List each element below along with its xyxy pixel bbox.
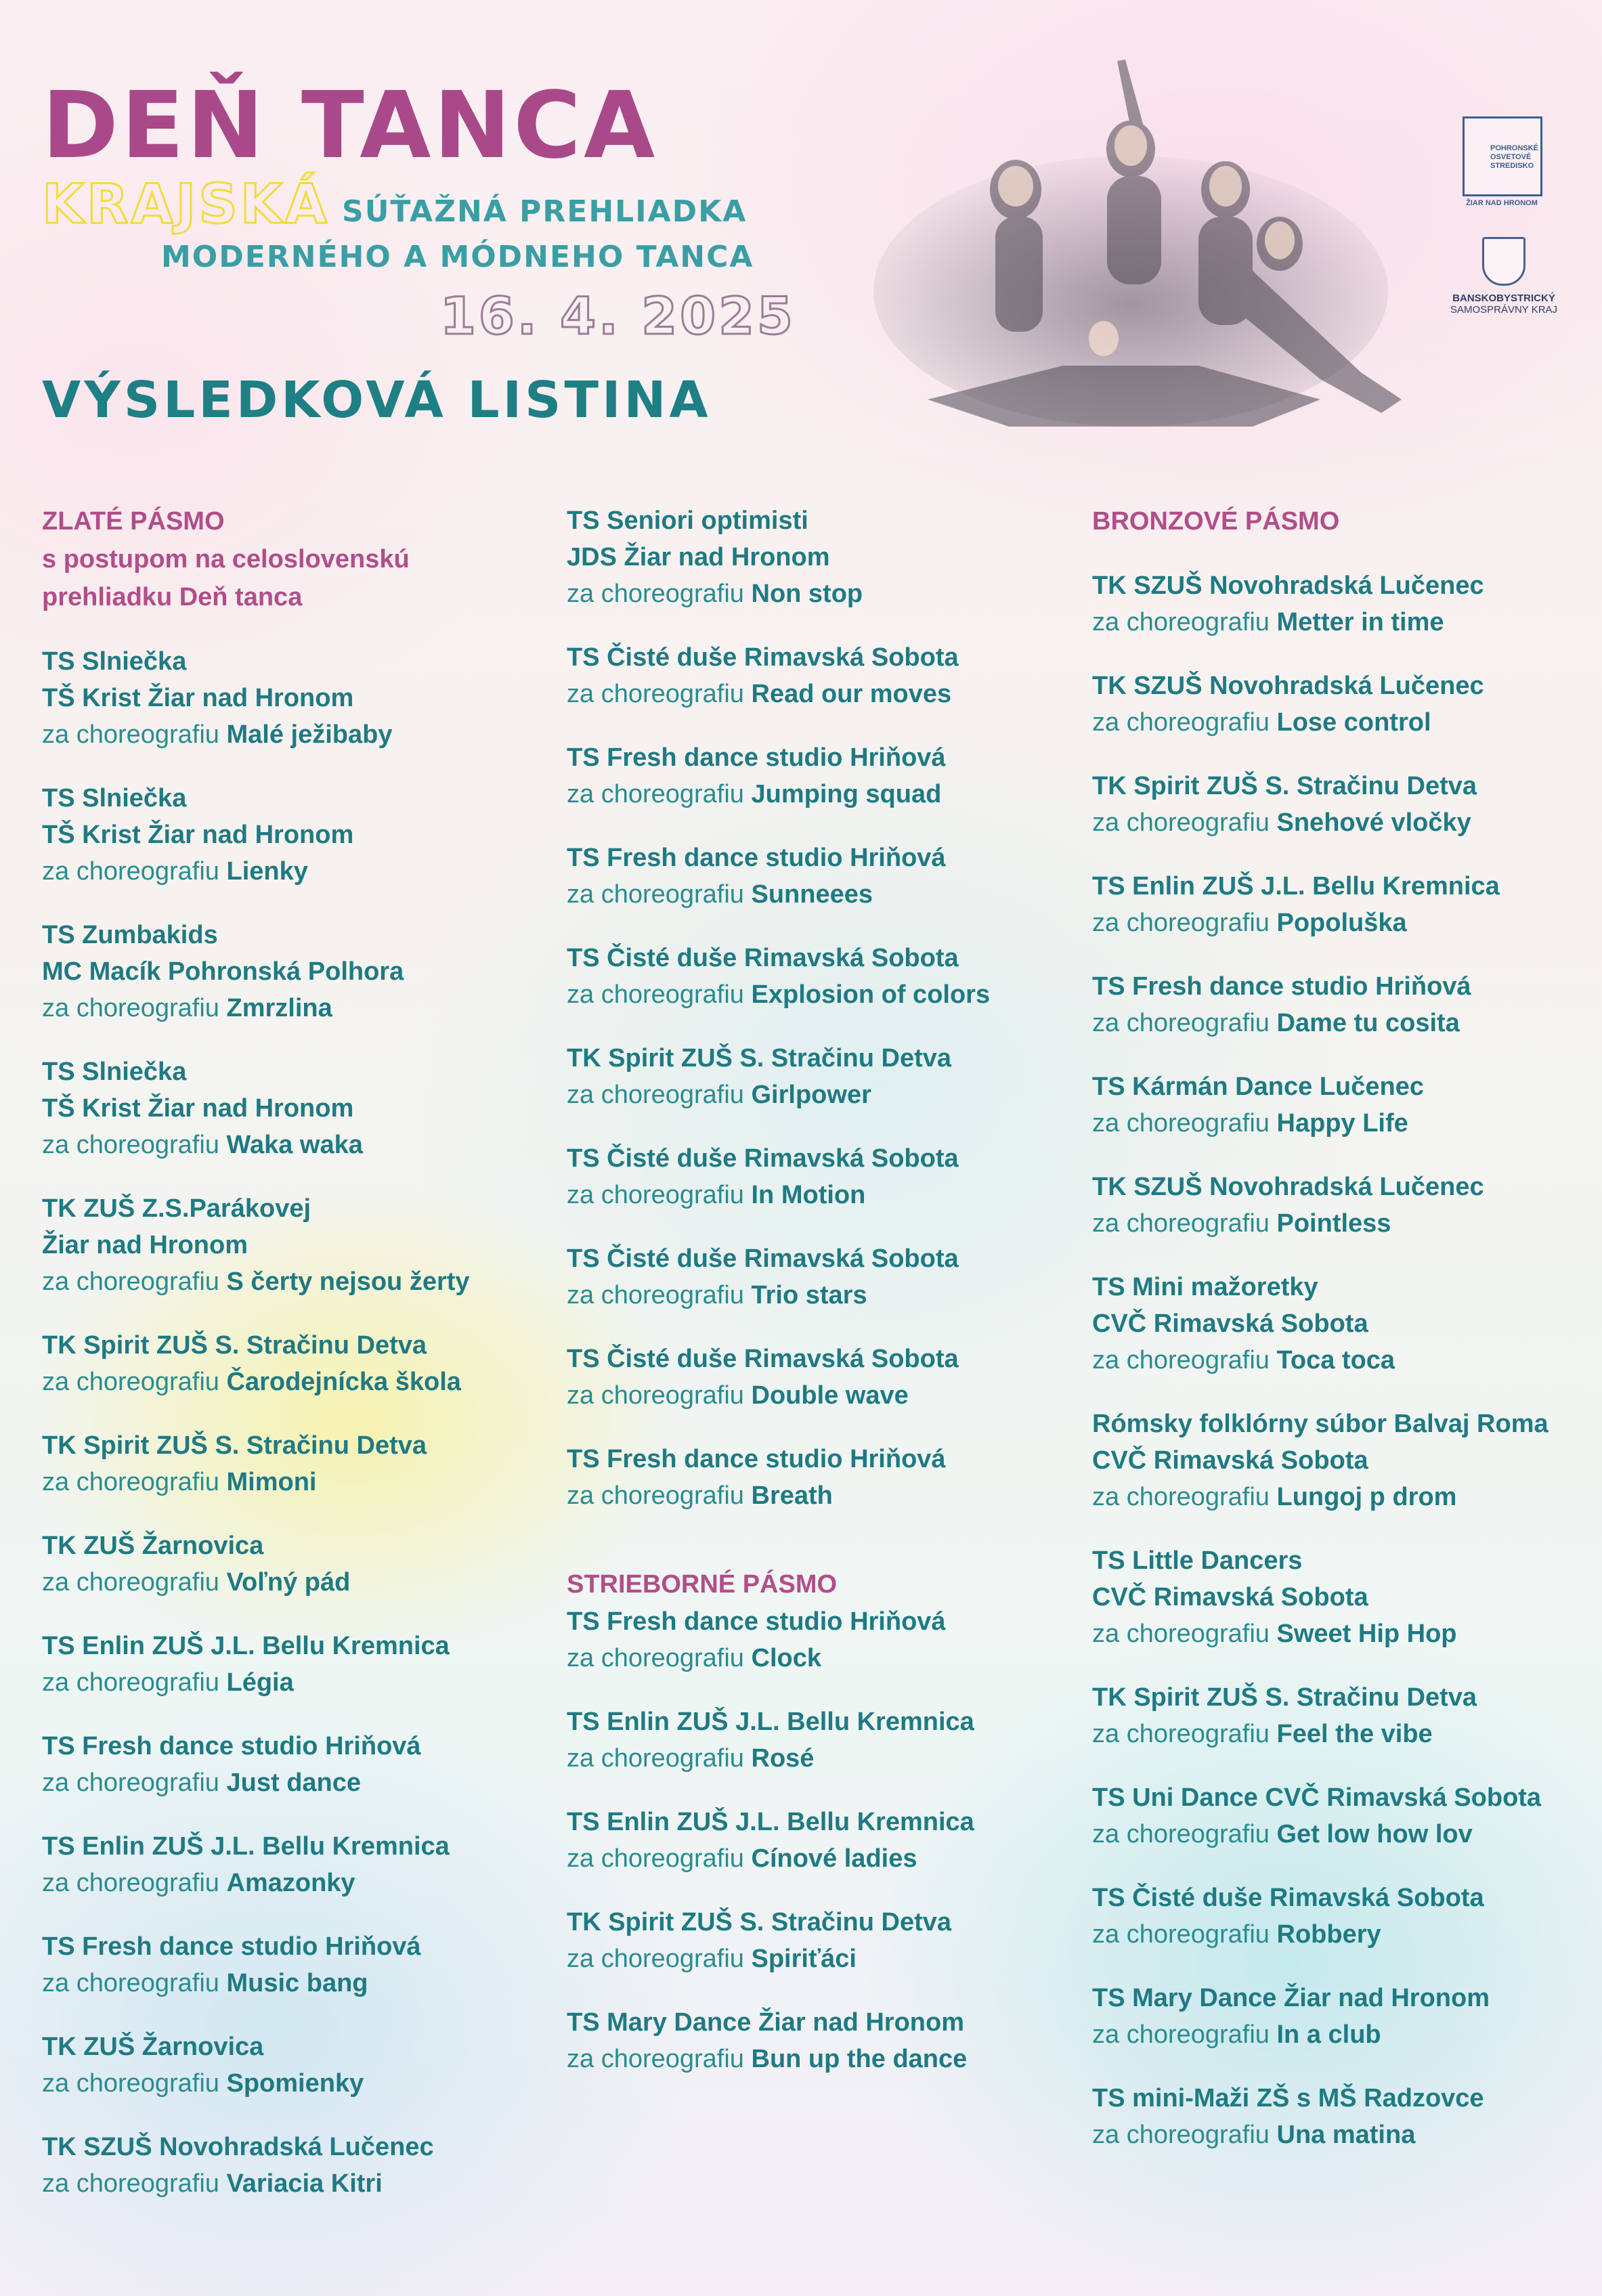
team-name: TS Enlin ZUŠ J.L. Bellu Kremnica (42, 1632, 450, 1660)
result-entry (42, 643, 543, 753)
choreography-title: Légia (226, 1668, 294, 1697)
choreography-line (42, 1965, 543, 2001)
results-column-2 (567, 502, 1068, 2077)
event-subtitle-1: SÚŤAŽNÁ PREHLIADKA (342, 194, 748, 229)
result-entry (42, 1628, 543, 1701)
result-entry (1092, 1169, 1593, 1242)
result-entry (567, 1441, 1068, 1514)
result-entry (42, 1054, 543, 1163)
choreography-line (1092, 1816, 1593, 1853)
choreography-prefix: za choreografiu (42, 1869, 219, 1897)
choreography-prefix: za choreografiu (1092, 1109, 1270, 1138)
choreography-prefix: za choreografiu (567, 1844, 744, 1873)
choreography-title: Music bang (226, 1969, 368, 1997)
result-entry (567, 940, 1068, 1013)
team-name: TS Enlin ZUŠ J.L. Bellu Kremnica (42, 1832, 450, 1861)
choreography-prefix: za choreografiu (567, 880, 744, 909)
team-name: TS Fresh dance studio Hriňová (42, 1932, 421, 1961)
team-name: TS Kármán Dance Lučenec (1092, 1073, 1424, 1101)
choreography-title: Trio stars (751, 1281, 867, 1309)
pos-logo-text: POHRONSKÉ OSVETOVÉ STREDISKO (1490, 144, 1538, 170)
choreography-title: Breath (751, 1481, 833, 1510)
choreography-prefix: za choreografiu (1092, 1720, 1270, 1748)
result-entry (1092, 1980, 1593, 2053)
choreography-title: Metter in time (1276, 608, 1444, 636)
team-name: TS Enlin ZUŠ J.L. Bellu Kremnica (1092, 872, 1500, 901)
team-name: TS Čisté duše Rimavská Sobota (567, 944, 959, 972)
choreography-line (1092, 1005, 1593, 1041)
team-name: Rómsky folklórny súbor Balvaj Roma (1092, 1410, 1549, 1438)
choreography-prefix: za choreografiu (1092, 909, 1270, 937)
team-name: TK SZUŠ Novohradská Lučenec (42, 2133, 434, 2161)
team-organization: JDS Žiar nad Hronom (567, 543, 830, 571)
choreography-line (1092, 1105, 1593, 1142)
bbsk-logo-line1: BANSKOBYSTRICKÝ (1452, 293, 1555, 304)
bbsk-logo-line2: SAMOSPRÁVNY KRAJ (1450, 304, 1558, 316)
choreography-prefix: za choreografiu (567, 2045, 744, 2073)
choreography-title: Popoluška (1276, 909, 1407, 937)
choreography-line (42, 1263, 543, 1300)
choreography-line (42, 1127, 543, 1163)
team-name: TK Spirit ZUŠ S. Stračinu Detva (1092, 772, 1477, 800)
choreography-prefix: za choreografiu (567, 980, 744, 1009)
result-entry (42, 1728, 543, 1801)
result-entry (1092, 1779, 1593, 1853)
choreography-prefix: za choreografiu (42, 720, 219, 749)
choreography-prefix: za choreografiu (1092, 1820, 1270, 1848)
choreography-title: Lienky (226, 857, 308, 886)
choreography-line (1092, 604, 1593, 641)
choreography-title: Toca toca (1276, 1346, 1395, 1374)
result-entry (567, 1603, 1068, 1676)
team-organization: TŠ Krist Žiar nad Hronom (42, 1094, 354, 1123)
gold-subheading-2: prehliadku Deň tanca (42, 583, 303, 611)
bbsk-crest-icon (1482, 237, 1525, 286)
team-name: TS Čisté duše Rimavská Sobota (567, 1244, 959, 1273)
choreography-title: Voľný pád (226, 1568, 351, 1597)
choreography-line (42, 1664, 543, 1701)
choreography-prefix: za choreografiu (42, 1769, 219, 1797)
choreography-prefix: za choreografiu (1092, 1346, 1270, 1374)
team-name: TS Čisté duše Rimavská Sobota (567, 643, 959, 672)
result-entry (1092, 1880, 1593, 1953)
team-name: TK ZUŠ Z.S.Parákovej (42, 1194, 311, 1223)
choreography-prefix: za choreografiu (42, 1568, 219, 1597)
choreography-title: Feel the vibe (1276, 1720, 1433, 1748)
choreography-prefix: za choreografiu (42, 1969, 219, 1997)
choreography-title: In Motion (751, 1181, 866, 1209)
choreography-title: Happy Life (1276, 1109, 1408, 1138)
choreography-prefix: za choreografiu (42, 1268, 219, 1296)
team-name: TK Spirit ZUŠ S. Stračinu Detva (1092, 1683, 1477, 1712)
result-entry (1092, 2080, 1593, 2153)
choreography-prefix: za choreografiu (567, 1181, 744, 1209)
choreography-prefix: za choreografiu (42, 1368, 219, 1396)
choreography-line (1092, 2117, 1593, 2153)
gold-heading: ZLATÉ PÁSMO (42, 507, 225, 536)
choreography-line (42, 1865, 543, 1901)
team-name: TS Zumbakids (42, 921, 218, 949)
team-name: TS Fresh dance studio Hriňová (567, 1607, 946, 1636)
choreography-title: Una matina (1276, 2121, 1416, 2149)
result-entry (567, 1140, 1068, 1213)
dancers-photo (846, 47, 1415, 447)
choreography-title: Robbery (1276, 1920, 1381, 1949)
bbsk-logo (1439, 237, 1568, 316)
choreography-prefix: za choreografiu (567, 780, 744, 808)
result-entry (42, 1190, 543, 1300)
choreography-line (567, 776, 1068, 813)
team-name: TK Spirit ZUŠ S. Stračinu Detva (42, 1331, 427, 1360)
result-entry (42, 917, 543, 1026)
choreography-prefix: za choreografiu (1092, 1483, 1270, 1511)
choreography-title: Non stop (751, 580, 863, 608)
team-name: TS Mini mažoretky (1092, 1273, 1318, 1301)
event-title: DEŇ TANCA (42, 72, 658, 179)
choreography-title: Get low how lov (1276, 1820, 1473, 1848)
result-entry (42, 2129, 543, 2202)
team-organization: TŠ Krist Žiar nad Hronom (42, 684, 354, 712)
choreography-prefix: za choreografiu (567, 1481, 744, 1510)
result-entry (567, 1904, 1068, 1977)
result-entry (1092, 668, 1593, 741)
team-name: TS mini-Maži ZŠ s MŠ Radzovce (1092, 2084, 1484, 2113)
team-name: TS Fresh dance studio Hriňová (42, 1732, 421, 1760)
choreography-line (1092, 1479, 1593, 1515)
choreography-title: Lungoj p drom (1276, 1483, 1457, 1511)
results-title: VÝSLEDKOVÁ LISTINA (42, 371, 712, 429)
choreography-line (42, 716, 543, 753)
team-name: TK SZUŠ Novohradská Lučenec (1092, 1173, 1484, 1201)
choreography-title: Amazonky (226, 1869, 355, 1897)
team-name: TS Enlin ZUŠ J.L. Bellu Kremnica (567, 1708, 974, 1736)
choreography-prefix: za choreografiu (42, 2169, 219, 2198)
choreography-line (42, 2165, 543, 2202)
result-entry (567, 1804, 1068, 1877)
team-organization: CVČ Rimavská Sobota (1092, 1446, 1368, 1475)
choreography-title: Sweet Hip Hop (1276, 1620, 1457, 1648)
choreography-prefix: za choreografiu (567, 1744, 744, 1773)
choreography-title: Bun up the dance (751, 2045, 968, 2073)
choreography-title: Dame tu cosita (1276, 1009, 1460, 1037)
choreography-line (567, 576, 1068, 612)
choreography-line (567, 1941, 1068, 1977)
choreography-title: Cínové ladies (751, 1844, 917, 1873)
team-name: TS Čisté duše Rimavská Sobota (567, 1144, 959, 1173)
choreography-line (567, 1377, 1068, 1414)
result-entry (1092, 1406, 1593, 1515)
pos-logo-caption: ŽIAR NAD HRONOM (1466, 199, 1538, 207)
result-entry (42, 1828, 543, 1901)
team-name: TS Fresh dance studio Hriňová (567, 1445, 946, 1473)
choreography-line (567, 1277, 1068, 1314)
choreography-line (42, 2065, 543, 2102)
choreography-prefix: za choreografiu (567, 1081, 744, 1109)
choreography-line (1092, 905, 1593, 941)
result-entry (1092, 968, 1593, 1041)
choreography-line (1092, 1342, 1593, 1379)
team-name: TS Mary Dance Žiar nad Hronom (1092, 1984, 1490, 2012)
choreography-prefix: za choreografiu (42, 1468, 219, 1496)
team-name: TS Čisté duše Rimavská Sobota (1092, 1884, 1484, 1912)
choreography-line (42, 1564, 543, 1601)
choreography-prefix: za choreografiu (1092, 1009, 1270, 1037)
choreography-title: Pointless (1276, 1209, 1391, 1238)
choreography-title: S čerty nejsou žerty (226, 1268, 470, 1296)
team-name: TS Slniečka (42, 647, 187, 676)
team-name: TK Spirit ZUŠ S. Stračinu Detva (42, 1431, 427, 1460)
choreography-line (567, 676, 1068, 712)
choreography-line (1092, 804, 1593, 841)
result-entry (567, 1341, 1068, 1414)
result-entry (567, 1704, 1068, 1777)
regional-label: KRAJSKÁ (42, 173, 330, 236)
choreography-prefix: za choreografiu (567, 1281, 744, 1309)
team-name: TK Spirit ZUŠ S. Stračinu Detva (567, 1908, 951, 1936)
choreography-line (42, 990, 543, 1026)
choreography-line (567, 976, 1068, 1013)
result-entry (567, 1040, 1068, 1113)
silver-heading: STRIEBORNÉ PÁSMO (567, 1570, 838, 1599)
choreography-title: Spomienky (226, 2069, 364, 2098)
choreography-prefix: za choreografiu (1092, 1209, 1270, 1238)
result-entry (567, 639, 1068, 712)
result-entry (567, 502, 1068, 612)
team-name: TS Slniečka (42, 784, 187, 813)
team-name: TS Slniečka (42, 1058, 187, 1086)
choreography-title: Girlpower (751, 1081, 871, 1109)
choreography-prefix: za choreografiu (42, 1131, 219, 1159)
choreography-prefix: za choreografiu (42, 2069, 219, 2098)
choreography-title: Rosé (751, 1744, 815, 1773)
choreography-title: Sunneees (751, 880, 873, 909)
result-entry (42, 2029, 543, 2102)
choreography-title: Double wave (751, 1381, 909, 1410)
choreography-title: Waka waka (226, 1131, 363, 1159)
team-name: TK ZUŠ Žarnovica (42, 1532, 264, 1560)
choreography-line (1092, 2016, 1593, 2053)
team-name: TS Mary Dance Žiar nad Hronom (567, 2008, 965, 2037)
choreography-title: Snehové vločky (1276, 808, 1471, 837)
choreography-line (1092, 1616, 1593, 1652)
choreography-prefix: za choreografiu (567, 1381, 744, 1410)
choreography-title: Just dance (226, 1769, 362, 1797)
choreography-line (42, 1764, 543, 1801)
choreography-prefix: za choreografiu (1092, 608, 1270, 636)
choreography-title: Explosion of colors (751, 980, 991, 1009)
team-organization: CVČ Rimavská Sobota (1092, 1309, 1368, 1338)
team-organization: Žiar nad Hronom (42, 1231, 248, 1259)
choreography-prefix: za choreografiu (1092, 1620, 1270, 1648)
result-entry (42, 1327, 543, 1400)
team-name: TS Little Dancers (1092, 1546, 1303, 1575)
result-entry (567, 739, 1068, 813)
choreography-title: Spiriťáci (751, 1945, 857, 1973)
choreography-prefix: za choreografiu (1092, 708, 1270, 737)
team-name: TS Seniori optimisti (567, 506, 808, 535)
result-entry (42, 1427, 543, 1500)
choreography-prefix: za choreografiu (42, 994, 219, 1022)
choreography-line (1092, 1205, 1593, 1242)
team-organization: MC Macík Pohronská Polhora (42, 957, 404, 986)
result-entry (1092, 868, 1593, 941)
choreography-prefix: za choreografiu (1092, 1920, 1270, 1949)
choreography-title: Jumping squad (751, 780, 942, 808)
team-organization: TŠ Krist Žiar nad Hronom (42, 821, 354, 849)
result-entry (1092, 1542, 1593, 1652)
result-entry (42, 780, 543, 890)
result-entry (42, 1528, 543, 1601)
results-column-1 (42, 502, 543, 2202)
result-entry (1092, 1679, 1593, 1752)
bronze-heading: BRONZOVÉ PÁSMO (1092, 507, 1340, 536)
choreography-prefix: za choreografiu (567, 680, 744, 708)
choreography-title: In a club (1276, 2020, 1381, 2049)
team-name: TS Fresh dance studio Hriňová (1092, 972, 1471, 1001)
choreography-title: Zmrzlina (226, 994, 332, 1022)
choreography-prefix: za choreografiu (567, 580, 744, 608)
result-entry (1092, 768, 1593, 841)
team-name: TK Spirit ZUŠ S. Stračinu Detva (567, 1044, 951, 1073)
team-name: TK ZUŠ Žarnovica (42, 2033, 264, 2061)
pos-logo (1463, 116, 1541, 207)
choreography-line (567, 2041, 1068, 2077)
choreography-title: Lose control (1276, 708, 1431, 737)
choreography-line (567, 1840, 1068, 1877)
team-name: TS Fresh dance studio Hriňová (567, 743, 946, 772)
choreography-line (1092, 704, 1593, 741)
choreography-title: Clock (751, 1644, 821, 1672)
event-date: 16. 4. 2025 (440, 286, 796, 346)
choreography-prefix: za choreografiu (567, 1945, 744, 1973)
result-entry (1092, 1269, 1593, 1379)
team-name: TS Uni Dance CVČ Rimavská Sobota (1092, 1783, 1542, 1812)
team-name: TS Enlin ZUŠ J.L. Bellu Kremnica (567, 1808, 974, 1836)
choreography-line (42, 853, 543, 890)
choreography-line (1092, 1716, 1593, 1752)
result-entry (567, 1240, 1068, 1314)
choreography-prefix: za choreografiu (1092, 2121, 1270, 2149)
gold-subheading-1: s postupom na celoslovenskú (42, 545, 410, 573)
choreography-prefix: za choreografiu (42, 1668, 219, 1697)
result-entry (42, 1928, 543, 2001)
results-column-3 (1092, 502, 1593, 2153)
team-name: TS Čisté duše Rimavská Sobota (567, 1345, 959, 1373)
choreography-line (567, 1740, 1068, 1777)
team-organization: CVČ Rimavská Sobota (1092, 1583, 1368, 1611)
choreography-title: Mimoni (226, 1468, 317, 1496)
choreography-line (567, 1477, 1068, 1514)
choreography-line (567, 1077, 1068, 1113)
result-entry (567, 840, 1068, 913)
result-entry (1092, 1068, 1593, 1142)
choreography-line (567, 1177, 1068, 1213)
choreography-prefix: za choreografiu (42, 857, 219, 886)
team-name: TK SZUŠ Novohradská Lučenec (1092, 672, 1484, 700)
choreography-title: Čarodejnícka škola (226, 1368, 461, 1396)
choreography-line (567, 876, 1068, 913)
choreography-title: Malé ježibaby (226, 720, 393, 749)
team-name: TS Fresh dance studio Hriňová (567, 844, 946, 872)
choreography-title: Read our moves (751, 680, 952, 708)
choreography-line (42, 1464, 543, 1500)
event-subtitle-2: MODERNÉHO A MÓDNEHO TANCA (161, 240, 754, 274)
choreography-line (42, 1364, 543, 1400)
choreography-line (567, 1640, 1068, 1676)
choreography-prefix: za choreografiu (1092, 2020, 1270, 2049)
result-entry (1092, 567, 1593, 641)
choreography-prefix: za choreografiu (567, 1644, 744, 1672)
team-name: TK SZUŠ Novohradská Lučenec (1092, 571, 1484, 600)
result-entry (567, 2004, 1068, 2077)
choreography-title: Variacia Kitri (226, 2169, 383, 2198)
choreography-prefix: za choreografiu (1092, 808, 1270, 837)
choreography-line (1092, 1916, 1593, 1953)
